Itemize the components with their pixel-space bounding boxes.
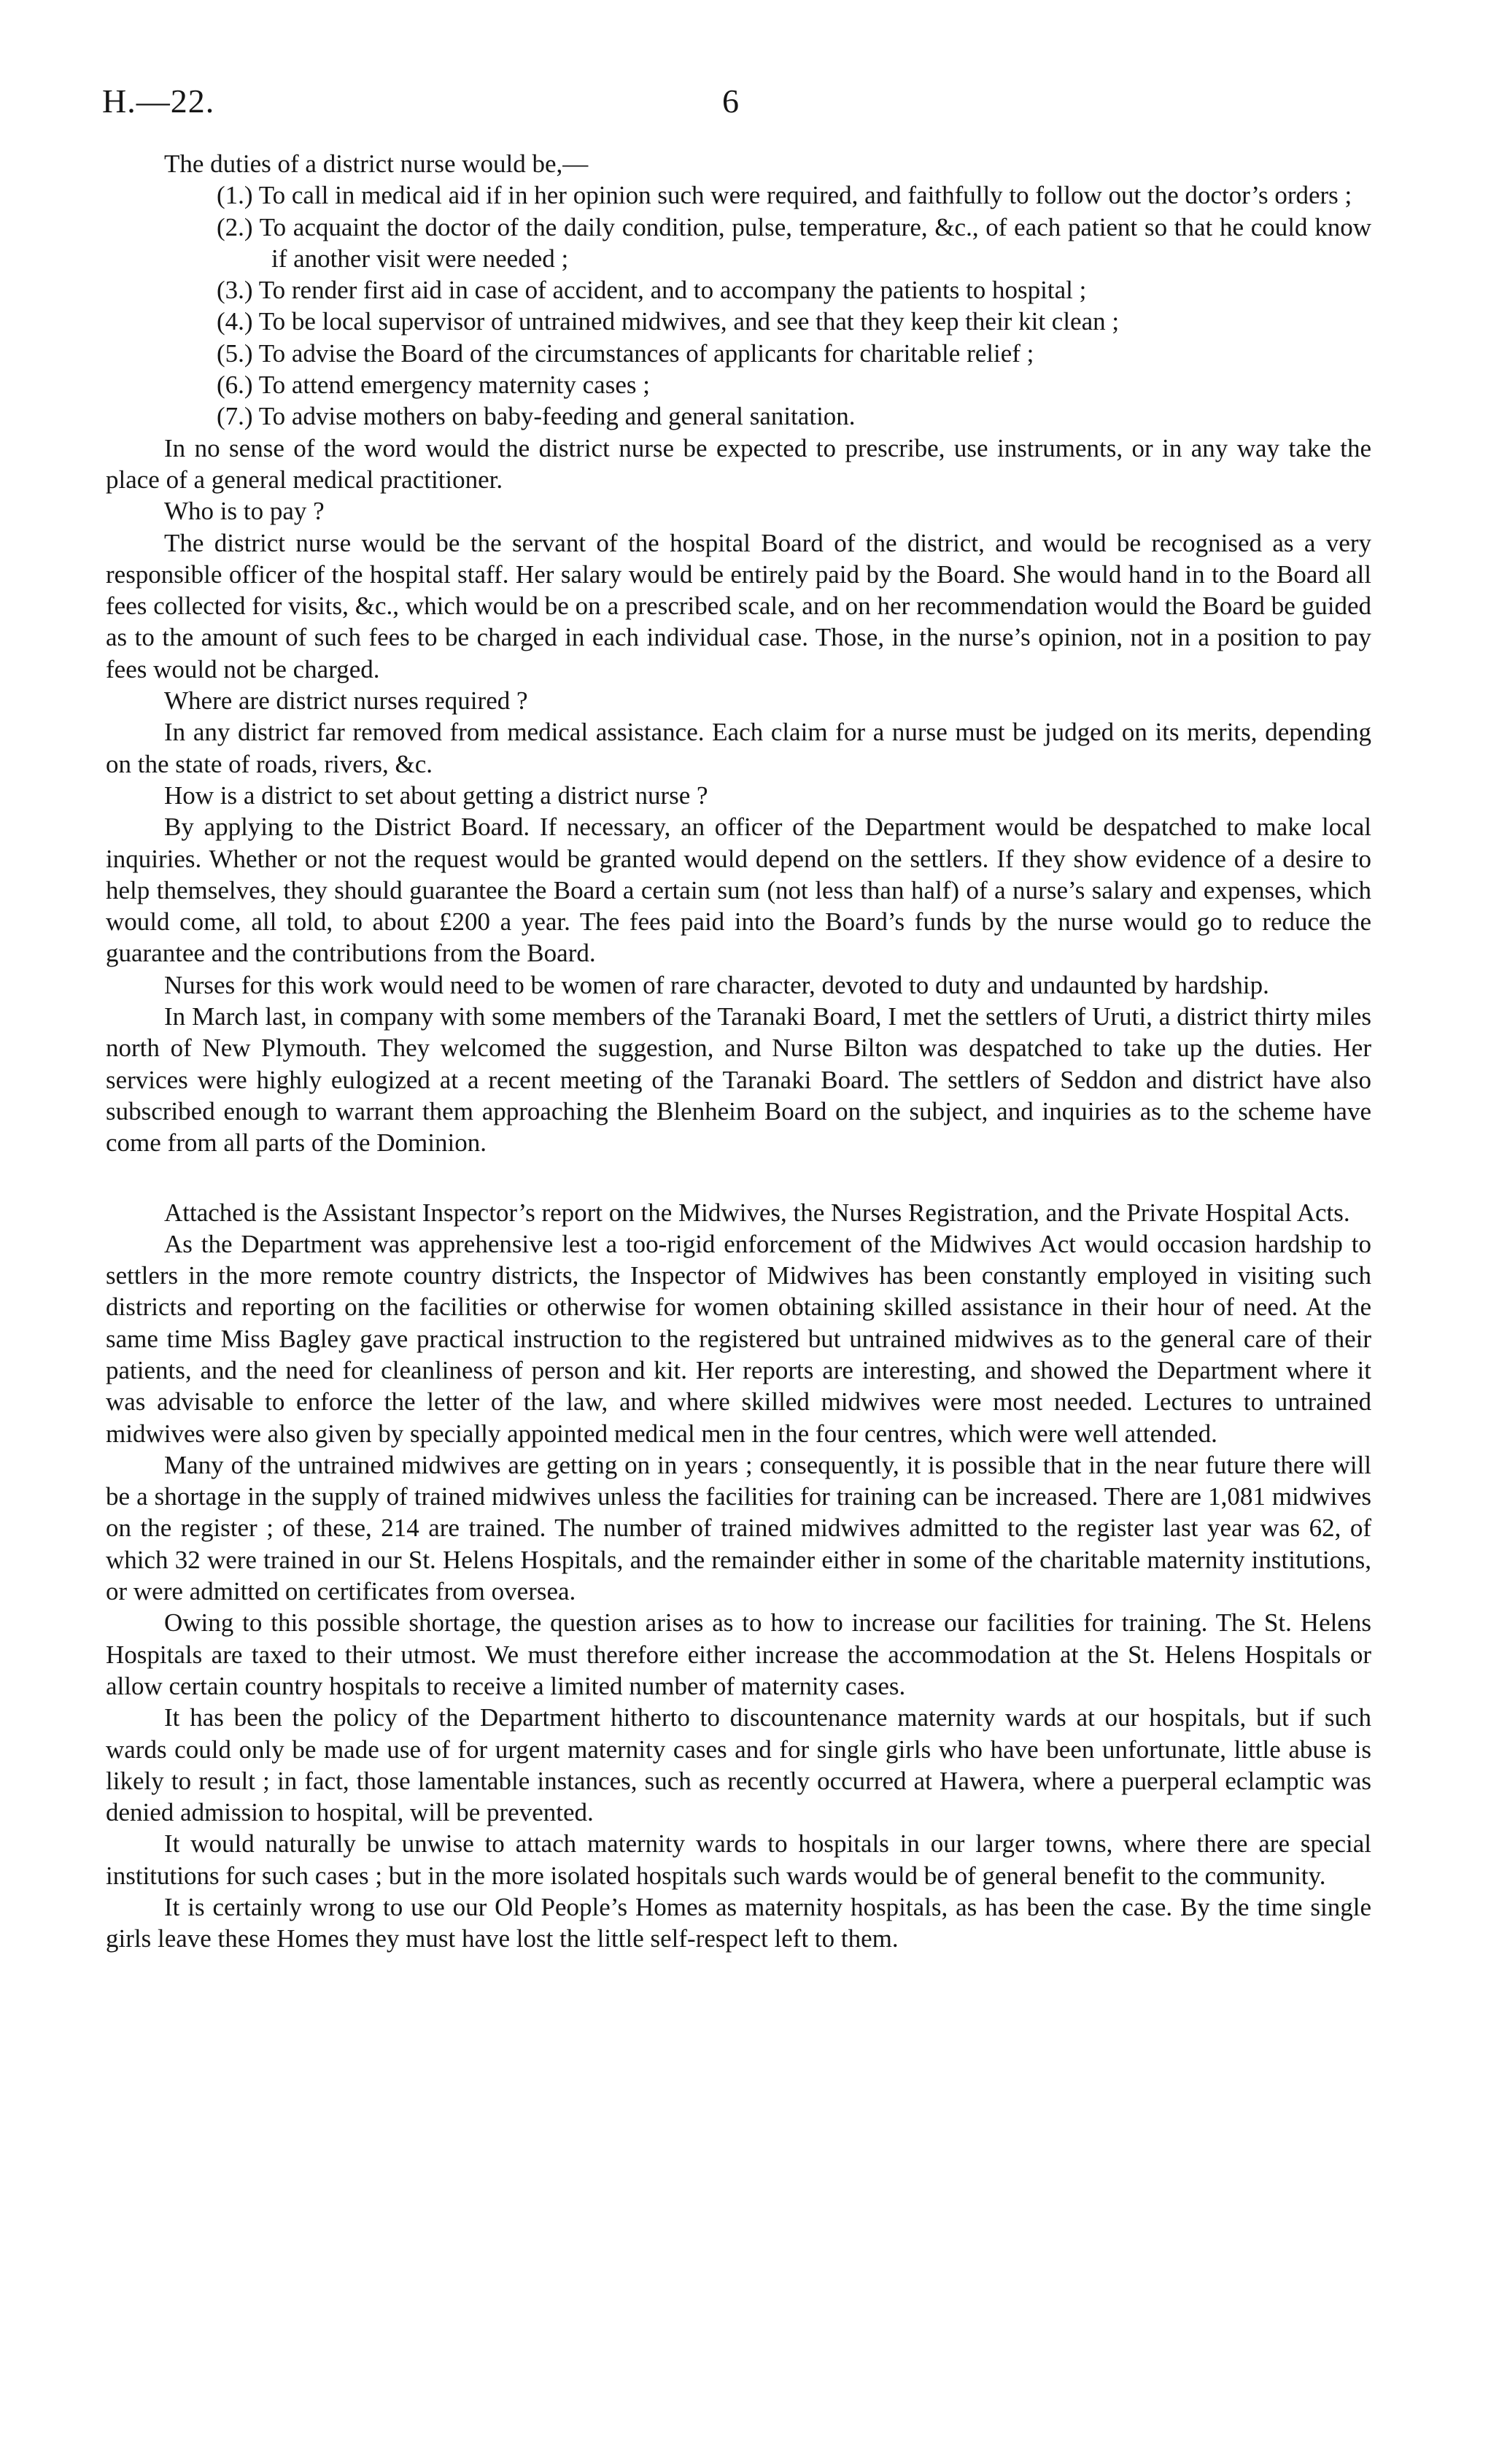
paragraph-midwife-shortage: Many of the untrained midwives are getting on in years ; consequently, it is possible that in the near future there will be a shortage in the supply of trained midwives unless the facilities for training can be increased. There are 1,081 midwives on the register ; of these, 214 are trained. The number of trained midwives admitted to the register last year was 62, of which 32 were trained in our St. Helens Hospitals, and the remainder either in some of the charitable maternity institutions, or were admitted on certificates from oversea. (106, 1450, 1371, 1606)
paragraph-nurse-character: Nurses for this work would need to be women of rare character, devoted to duty and undaunted by hardship. (164, 970, 1269, 999)
duty-number: (1.) (217, 181, 253, 210)
question-where-required: Where are district nurses required ? (164, 686, 528, 716)
duty-number: (3.) (217, 276, 253, 305)
page-header (102, 82, 1379, 125)
paragraph-servant: The district nurse would be the servant of the hospital Board of the district, and would be recognised as a very responsible officer of the hospital staff. Her salary would be entirely paid by the Board. She would hand in to the Board all fees collected for visits, &c., which would be on a prescribed scale, and on her recommendation would the Board be guided as to the amount of such fees to be charged in each individual case. Those, in the nurse’s opinion, not in a position to pay fees would not be charged. (106, 528, 1371, 683)
duty-number: (4.) (217, 307, 253, 336)
section-gap (106, 1159, 1371, 1197)
paragraph-taranaki: In March last, in company with some members of the Taranaki Board, I met the settlers of Uruti, a district thirty miles north of New Plymouth. They welcomed the suggestion, and Nurse Bilton was despatched to take up the duties. Her services were highly eulogized at a recent meeting of the Taranaki Board. The settlers of Seddon and district have also subscribed enough to warrant them approaching the Blenheim Board on the subject, and inquiries as to the scheme have come from all parts of the Dominion. (106, 1002, 1371, 1158)
duties-intro: The duties of a district nurse would be,— (164, 150, 589, 178)
duty-text: To be local supervisor of untrained midwives, and see that they keep their kit clean ; (258, 307, 1120, 336)
paragraph-any-district: In any district far removed from medical assistance. Each claim for a nurse must be judged on its merits, depending on the state of roads, rivers, &c. (106, 718, 1371, 778)
duty-text: To call in medical aid if in her opinion such were required, and faithfully to follow out the doctor’s orders ; (258, 181, 1352, 210)
duty-item (106, 274, 1371, 306)
paragraph-practitioner: In no sense of the word would the district nurse be expected to prescribe, use instruments, or in any way take the place of a general medical practitioner. (106, 433, 1371, 494)
duties-list (106, 179, 1371, 432)
duty-item (106, 179, 1371, 211)
duty-number: (7.) (217, 402, 253, 431)
duty-number: (2.) (217, 212, 253, 241)
duty-text: To advise the Board of the circumstances of applicants for charitable relief ; (258, 338, 1034, 368)
paragraph-applying: By applying to the District Board. If necessary, an officer of the Department would be despatched to make local inquiries. Whether or not the request would be granted would depend on the settlers. If they show evidence of a desire to help themselves, they should guarantee the Board a certain sum (not less than half) of a nurse’s salary and expenses, which would come, all told, to about £200 a year. The fees paid into the Board’s funds by the nurse would go to reduce the guarantee and the contributions from the Board. (106, 813, 1371, 968)
question-how-to-get: How is a district to set about getting a district nurse ? (164, 780, 708, 810)
question-who-pays: Who is to pay ? (164, 497, 325, 526)
duty-text: To acquaint the doctor of the daily condition, pulse, temperature, &c., of each patient so that he could know if another visit were needed ; (259, 212, 1371, 273)
duty-item (106, 306, 1371, 337)
paragraph-maternity-wards: It has been the policy of the Department hitherto to discountenance maternity wards at our hospitals, but if such wards could only be made use of for urgent maternity cases and for single girls who have been unfortunate, little abuse is likely to result ; in fact, those lamentable instances, such as recently occurred at Hawera, where a puerperal eclamptic was denied admission to hospital, will be prevented. (106, 1703, 1371, 1827)
duty-number: (6.) (217, 371, 253, 400)
duty-item (106, 212, 1371, 275)
paragraph-training-facilities: Owing to this possible shortage, the question arises as to how to increase our facilities for training. The St. Helens Hospitals are taxed to their utmost. We must therefore either increase the accommodation at the St. Helens Hospitals or allow certain country hospitals to receive a limited number of maternity cases. (106, 1608, 1371, 1700)
duty-text: To attend emergency maternity cases ; (258, 371, 650, 400)
paragraph-midwives-act: As the Department was apprehensive lest a too-rigid enforcement of the Midwives Act would occasion hardship to settlers in the more remote country districts, the Inspector of Midwives has been constantly employed in visiting such districts and reporting on the facilities or otherwise for women obtaining skilled assistance in their hour of need. At the same time Miss Bagley gave practical instruction to the registered but untrained midwives as to the general care of their patients, and the need for cleanliness of person and kit. Her reports are interesting, and showed the Department where it was advisable to enforce the letter of the law, and where skilled midwives were most needed. Lectures to untrained midwives were also given by specially appointed medical men in the four centres, which were well attended. (106, 1229, 1371, 1448)
paragraph-old-peoples-homes: It is certainly wrong to use our Old People’s Homes as maternity hospitals, as has been the case. By the time single girls leave these Homes they must have lost the little self-respect left to them. (106, 1893, 1371, 1953)
duty-item (106, 369, 1371, 400)
paragraph-larger-towns: It would naturally be unwise to attach maternity wards to hospitals in our larger towns, where there are special institutions for such cases ; but in the more isolated hospitals such wards would be of general benefit to the community. (106, 1829, 1371, 1890)
paragraph-assistant-report: Attached is the Assistant Inspector’s report on the Midwives, the Nurses Registration, and the Private Hospital Acts. (164, 1198, 1350, 1227)
duty-text: To advise mothers on baby-feeding and general sanitation. (258, 402, 856, 431)
page-number: 6 (722, 82, 739, 120)
duty-number: (5.) (217, 338, 253, 368)
duty-text: To render first aid in case of accident, and to accompany the patients to hospital ; (258, 276, 1087, 305)
duty-item (106, 338, 1371, 369)
document-body (106, 148, 1371, 1955)
duty-item (106, 400, 1371, 432)
report-reference: H.—22. (102, 82, 215, 120)
